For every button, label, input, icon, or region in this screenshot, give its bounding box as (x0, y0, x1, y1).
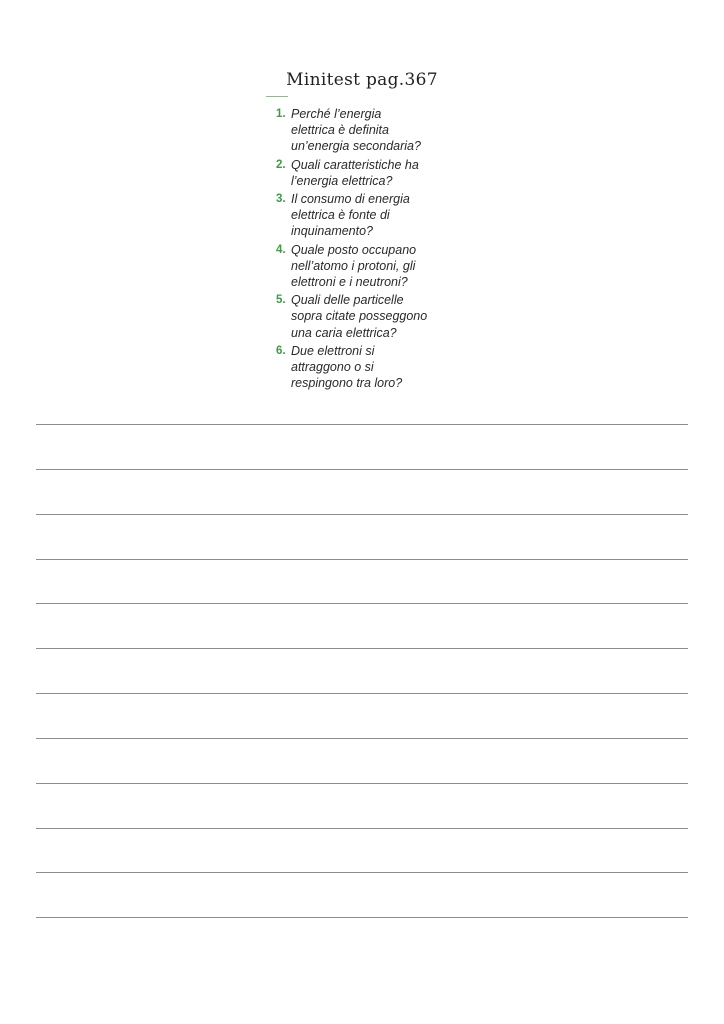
decorative-rule (266, 96, 288, 97)
question-number: 1. (276, 108, 286, 120)
answer-line (36, 872, 688, 916)
question-text: Quale posto occupano nell’atomo i protoni, gli elettroni e i neutroni? (291, 242, 417, 290)
question-item-5 (276, 292, 466, 341)
question-number: 6. (276, 344, 286, 357)
answer-line (36, 738, 688, 782)
question-number: 4. (276, 243, 286, 256)
question-item-1 (276, 106, 466, 155)
question-number: 3. (276, 193, 286, 206)
question-item-3 (276, 191, 466, 240)
question-text: Quali delle particelle sopra citate posseggono una caria elettrica? (291, 293, 428, 340)
answer-line (36, 828, 688, 872)
answer-line (36, 648, 688, 692)
question-text: Quali caratteristiche ha l’energia elettrica? (291, 157, 419, 188)
question-text: Il consumo di energia elettrica è fonte di inquinamento? (291, 192, 410, 239)
question-number: 2. (276, 158, 286, 171)
answer-line (36, 603, 688, 647)
question-text: Perché l’energia elettrica è definita un’energia secondaria? (291, 107, 421, 154)
answer-line (36, 424, 688, 468)
answer-line (36, 693, 688, 737)
answer-line (36, 559, 688, 603)
question-item-2 (276, 157, 466, 189)
page-title: Minitest pag.367 (286, 70, 438, 90)
question-number: 5. (276, 294, 286, 307)
question-text: Due elettroni si attraggono o si respingono tra loro? (291, 343, 403, 391)
answer-line (36, 783, 688, 827)
answer-lines (36, 424, 688, 962)
answer-line (36, 514, 688, 558)
answer-line (36, 469, 688, 513)
question-item-6 (276, 343, 466, 392)
answer-line (36, 917, 688, 961)
question-list (276, 106, 466, 393)
question-item-4 (276, 242, 466, 291)
